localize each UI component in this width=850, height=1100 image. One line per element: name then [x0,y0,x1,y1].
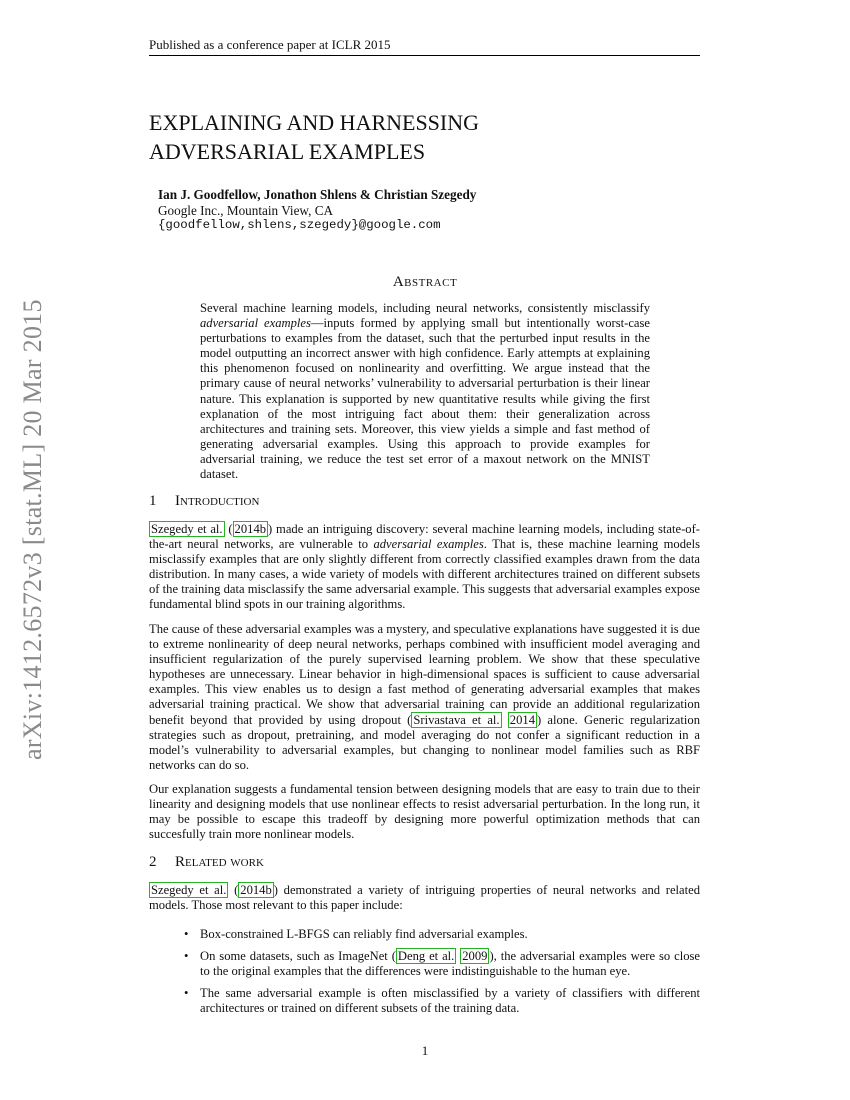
title-line-2: ADVERSARIAL EXAMPLES [149,139,426,164]
page-number: 1 [421,1043,429,1058]
citation-link[interactable]: 2009 [462,949,488,964]
list-item: • Box-constrained L-BFGS can reliably find adversarial examples. [184,927,528,941]
citation-link[interactable]: Szegedy et al. [151,522,223,536]
citation-link[interactable]: Szegedy et al. [151,883,227,897]
section-heading-related-work: 2 Related work [149,854,264,870]
intro-paragraph-2: The cause of these adversarial examples was a mystery, and speculative explanations have suggested it is due to extreme nonlinearity of deep neural networks, perhaps combined with insufficient model averaging and insufficient regularization of the purely supervised learning problem. We show that these speculative hypotheses are unnecessary. Linear behavior in high-dimensional spaces is sufficient to cause adversarial examples. This view enables us to design a fast method of generating adversarial examples that makes adversarial training practical. We show that adversarial training can provide an additional regularization benefit beyond that provided by using dropout ( Srivastava et al. 2014 ) alone. Generic regularization strategies such as dropout, pretraining, and model averaging do not confer a significant reduction in a model’s vulnerability to adversarial examples, but changing to nonlinear model families such as RBF networks can do so. [149,622,700,772]
bullet-icon: • [184,949,189,964]
related-work-paragraph: Szegedy et al. ( 2014b ) demonstrated a variety of intriguing properties of neural networks and related models. Those most relevant to this paper include: [149,883,701,913]
list-item: • On some datasets, such as ImageNet ( Deng et al. 2009 ), the adversarial examples were so close to the original examples that the differences were indistinguishable to the human eye. [184,949,700,979]
citation-link[interactable]: Srivastava et al. [413,712,500,727]
author-email: {goodfellow,shlens,szegedy}@google.com [158,218,441,232]
author-affiliation: Google Inc., Mountain View, CA [158,202,334,218]
author-names: Ian J. Goodfellow, Jonathon Shlens & Christian Szegedy [158,187,477,202]
abstract-heading: Abstract [392,274,458,290]
intro-paragraph-3: Our explanation suggests a fundamental tension between designing models that are easy to train due to their linearity and designing models that use nonlinear effects to resist adversarial perturbation. In the long run, it may be possible to escape this tradeoff by designing more powerful optimization methods that can succesfully train more nonlinear models. [149,782,700,842]
citation-link[interactable]: 2014 [509,712,535,727]
section-heading-introduction: 1 Introduction [149,493,260,509]
citation-link[interactable]: Deng et al. [397,949,455,964]
citation-link[interactable]: 2014b [240,883,272,897]
bullet-icon: • [184,927,189,941]
related-work-list [184,927,700,1023]
abstract-text: Several machine learning models, including neural networks, consistently misclassify adversarial examples—inputs formed by applying small but intentionally worst-case perturbations to examples from the dataset, such that the perturbed input results in the model outputting an incorrect answer with high confidence. Early attempts at explaining this phenomenon focused on nonlinearity and overfitting. We argue instead that the primary cause of neural networks’ vulnerability to adversarial perturbation is their linear nature. This explanation is supported by new quantitative results while giving the first explanation of the most intriguing fact about them: their generalization across architectures and training sets. Moreover, this view yields a simple and fast method of generating adversarial examples. Using this approach to provide examples for adversarial training, we reduce the test set error of a maxout network on the MNIST dataset. [200,301,651,482]
paper-title [149,108,479,166]
intro-paragraph-1: Szegedy et al. ( 2014b ) made an intriguing discovery: several machine learning models, including state-of-the-art neural networks, are vulnerable to adversarial examples. That is, these machine learning models misclassify examples that are only slightly different from correctly classified examples drawn from the data distribution. In many cases, a wide variety of models with different architectures trained on different subsets of the training data misclassify the same adversarial example. This suggests that adversarial examples expose fundamental blind spots in our training algorithms. [149,522,700,612]
bullet-icon: • [184,986,189,1001]
arxiv-identifier: arXiv:1412.6572v3 [stat.ML] 20 Mar 2015 [18,299,47,760]
running-header: Published as a conference paper at ICLR 2015 [149,37,700,56]
list-item: • The same adversarial example is often misclassified by a variety of classifiers with different architectures or trained on different subsets of the training data. [184,986,700,1016]
title-line-1: EXPLAINING AND HARNESSING [149,110,480,135]
author-block [158,187,476,234]
citation-link[interactable]: 2014b [234,522,267,536]
